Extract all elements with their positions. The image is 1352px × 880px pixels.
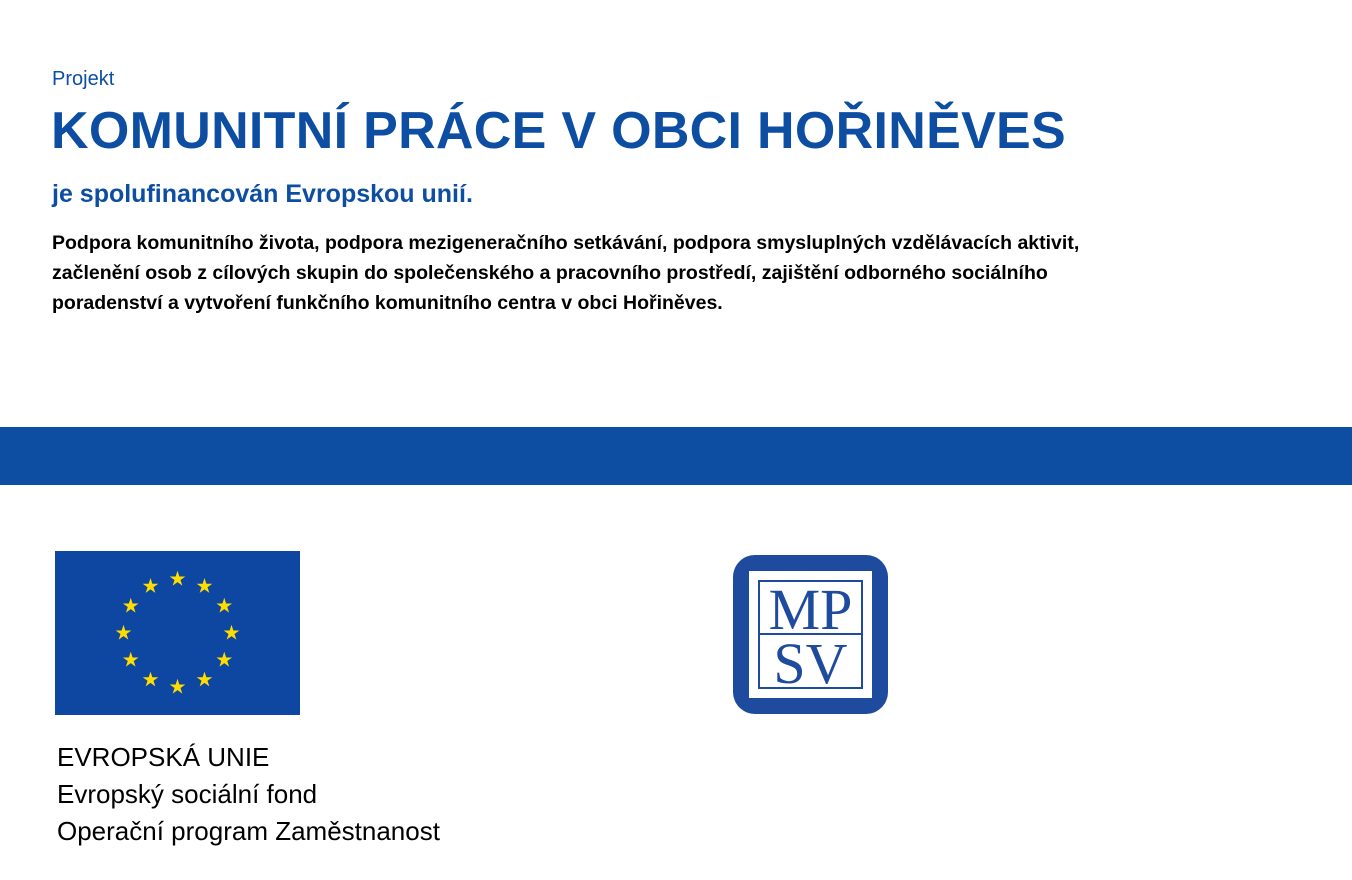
mpsv-logo-row-1: MP — [768, 577, 853, 642]
blue-divider-band — [0, 427, 1352, 485]
eu-caption — [57, 739, 440, 850]
project-description — [52, 228, 1292, 318]
description-line: začlenění osob z cílových skupin do společenského a pracovního prostředí, zajištění odborného sociálního — [52, 262, 1048, 284]
page-title: KOMUNITNÍ PRÁCE V OBCI HOŘINĚVES — [51, 102, 1067, 160]
eu-caption-line-2: Evropský sociální fond — [57, 779, 318, 809]
project-label: Projekt — [52, 68, 115, 90]
eu-flag-icon — [55, 551, 300, 715]
cofinancing-statement: je spolufinancován Evropskou unií. — [52, 180, 473, 208]
eu-caption-line-1: EVROPSKÁ UNIE — [57, 742, 270, 772]
description-line: Podpora komunitního života, podpora mezigeneračního setkávání, podpora smysluplných vzdělávacích aktivit, — [52, 232, 1080, 254]
eu-caption-line-3: Operační program Zaměstnanost — [57, 816, 440, 846]
mpsv-logo-row-2: SV — [773, 631, 848, 696]
mpsv-logo — [733, 555, 888, 714]
description-line: poradenství a vytvoření funkčního komunitního centra v obci Hořiněves. — [52, 292, 723, 314]
